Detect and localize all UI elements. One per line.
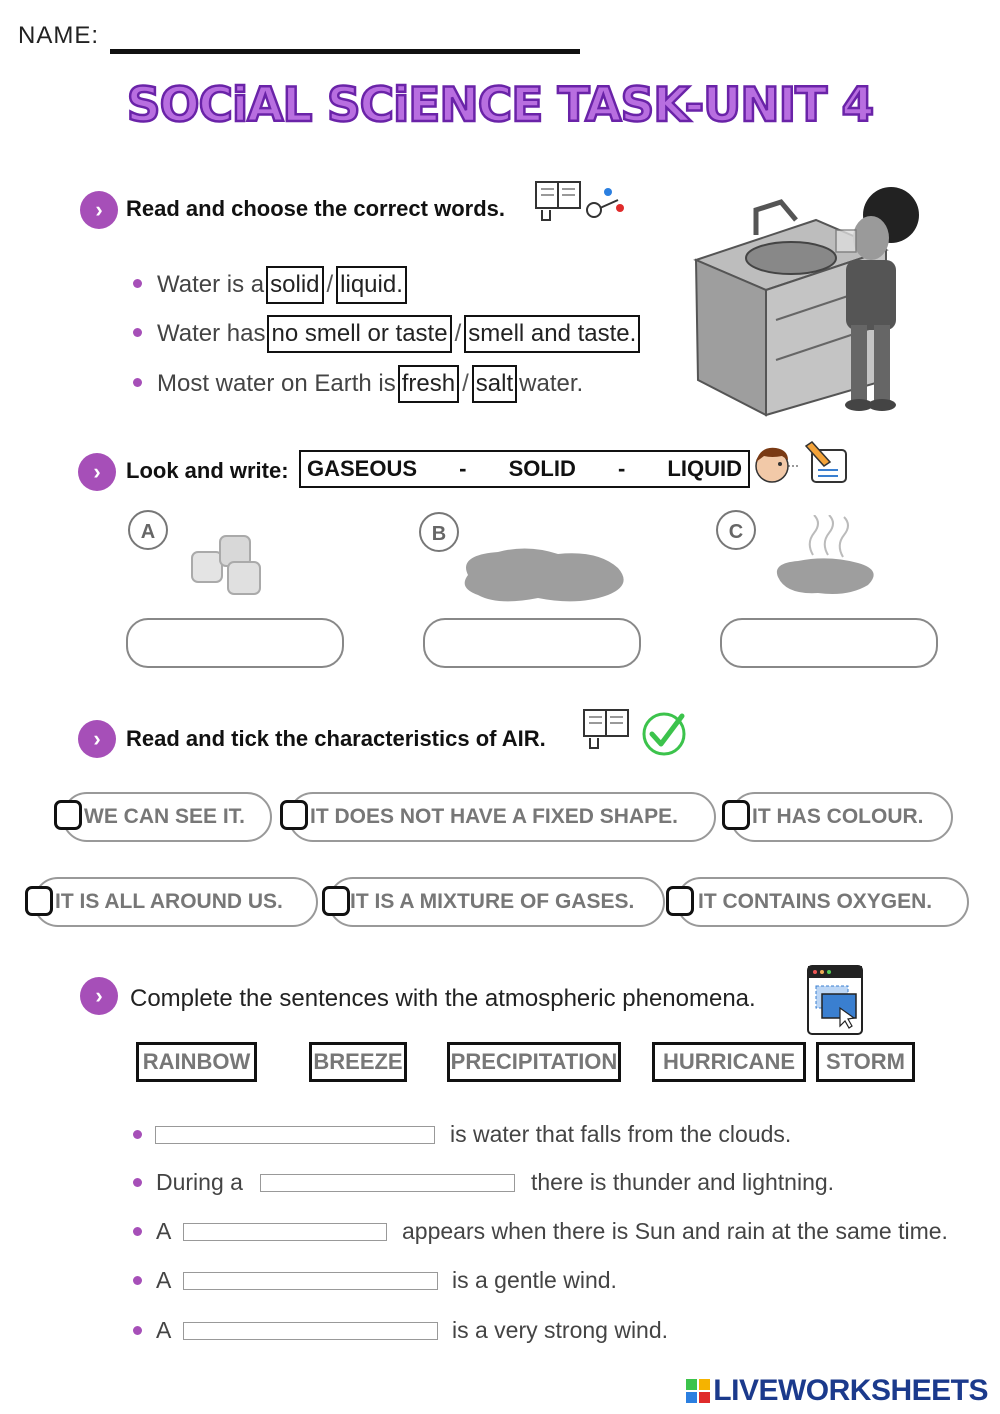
liveworksheets-logo <box>685 1374 988 1408</box>
blank-input-3[interactable] <box>183 1223 387 1241</box>
option-fresh[interactable]: fresh <box>398 365 459 403</box>
word-hurricane[interactable]: HURRICANE <box>652 1042 806 1082</box>
word-separator: - <box>459 456 467 481</box>
answer-input-b[interactable] <box>423 618 641 668</box>
air-option-mixture: IT IS A MIXTURE OF GASES. <box>328 877 665 927</box>
blank-input-5[interactable] <box>183 1322 438 1340</box>
sentence-2-after: there is thunder and lightning. <box>531 1169 835 1195</box>
word-liquid: LIQUID <box>667 456 742 481</box>
look-face-icon <box>752 442 802 486</box>
reading-book-icon <box>534 180 582 222</box>
choose-line-1: Water is a solid / liquid. <box>157 266 409 304</box>
bullet <box>133 1326 142 1335</box>
tick-checkbox-around[interactable] <box>25 886 53 916</box>
sentence-4-after: is a gentle wind. <box>452 1267 617 1293</box>
line-text: water. <box>519 370 584 397</box>
tick-checkbox-oxygen[interactable] <box>666 886 694 916</box>
tick-checkbox-see[interactable] <box>54 800 82 830</box>
line-text: Most water on Earth is <box>157 370 396 397</box>
tick-checkbox-colour[interactable] <box>722 800 750 830</box>
word-bank-states <box>299 450 750 488</box>
option-liquid[interactable]: liquid. <box>336 266 407 304</box>
section2-title: Look and write: <box>126 458 289 483</box>
air-option-see: WE CAN SEE IT. <box>62 792 272 842</box>
word-rainbow[interactable]: RAINBOW <box>136 1042 257 1082</box>
bullet <box>133 1276 142 1285</box>
word-solid: SOLID <box>508 456 576 481</box>
air-option-shape: IT DOES NOT HAVE A FIXED SHAPE. <box>288 792 716 842</box>
word-storm[interactable]: STORM <box>816 1042 915 1082</box>
air-option-colour: IT HAS COLOUR. <box>730 792 953 842</box>
bullet <box>133 1178 142 1187</box>
sentence-3-before: A <box>156 1218 172 1244</box>
tick-checkbox-shape[interactable] <box>280 800 308 830</box>
label-b: B <box>419 512 459 552</box>
water-puddle-image <box>458 540 633 608</box>
logo-text: LIVEWORKSHEETS <box>713 1374 988 1407</box>
word-precipitation[interactable]: PRECIPITATION <box>447 1042 621 1082</box>
bullet <box>133 279 142 288</box>
child-drinking-water-illustration <box>686 180 926 420</box>
sentence-4-before: A <box>156 1267 172 1293</box>
option-no-smell[interactable]: no smell or taste <box>267 315 451 353</box>
section-arrow-icon: › <box>80 191 118 229</box>
word-gaseous: GASEOUS <box>307 456 418 481</box>
word-breeze[interactable]: BREEZE <box>309 1042 407 1082</box>
choose-line-3: Most water on Earth is fresh / salt water. <box>157 365 583 403</box>
air-option-around: IT IS ALL AROUND US. <box>33 877 318 927</box>
sentence-2-before: During a <box>156 1169 243 1195</box>
blank-input-4[interactable] <box>183 1272 438 1290</box>
answer-input-c[interactable] <box>720 618 938 668</box>
sentence-1-after: is water that falls from the clouds. <box>450 1121 792 1147</box>
sentence-5-after: is a very strong wind. <box>452 1317 669 1343</box>
tick-checkbox-mixture[interactable] <box>322 886 350 916</box>
option-smell[interactable]: smell and taste. <box>464 315 640 353</box>
answer-input-a[interactable] <box>126 618 344 668</box>
write-pencil-icon <box>802 440 852 486</box>
reading-book-icon <box>582 708 632 752</box>
section-arrow-icon: › <box>78 453 116 491</box>
blank-input-1[interactable] <box>155 1126 435 1144</box>
line-text: Water has <box>157 320 266 347</box>
bullet <box>133 328 142 337</box>
sentence-5-before: A <box>156 1317 172 1343</box>
option-salt[interactable]: salt <box>472 365 517 403</box>
choose-line-2: Water has no smell or taste / smell and taste. <box>157 315 642 353</box>
sentence-3-after: appears when there is Sun and rain at the same time. <box>402 1218 948 1244</box>
logo-mark-icon <box>685 1378 711 1404</box>
blank-input-2[interactable] <box>260 1174 515 1192</box>
evaporating-water-image <box>768 515 886 605</box>
bullet <box>133 1227 142 1236</box>
page-title: SOCiAL SCiENCE TASK-UNIT 4 <box>126 78 874 133</box>
name-line[interactable] <box>110 49 580 54</box>
option-solid[interactable]: solid <box>266 266 323 304</box>
ice-cubes-image <box>188 530 268 600</box>
section4-title: Complete the sentences with the atmospheric phenomena. <box>130 985 756 1012</box>
checkmark-icon <box>640 710 688 758</box>
section-arrow-icon: › <box>80 977 118 1015</box>
bullet <box>133 1130 142 1139</box>
word-separator: - <box>617 456 626 481</box>
choose-icon <box>584 184 628 222</box>
air-option-oxygen: IT CONTAINS OXYGEN. <box>676 877 969 927</box>
bullet <box>133 378 142 387</box>
name-label: NAME: <box>18 22 100 49</box>
label-a: A <box>128 510 168 550</box>
line-text: Water is a <box>157 271 265 298</box>
section-arrow-icon: › <box>78 720 116 758</box>
section3-title: Read and tick the characteristics of AIR. <box>126 726 546 751</box>
label-c: C <box>716 510 756 550</box>
drag-drop-window-icon <box>806 964 864 1036</box>
section1-title: Read and choose the correct words. <box>126 196 505 221</box>
